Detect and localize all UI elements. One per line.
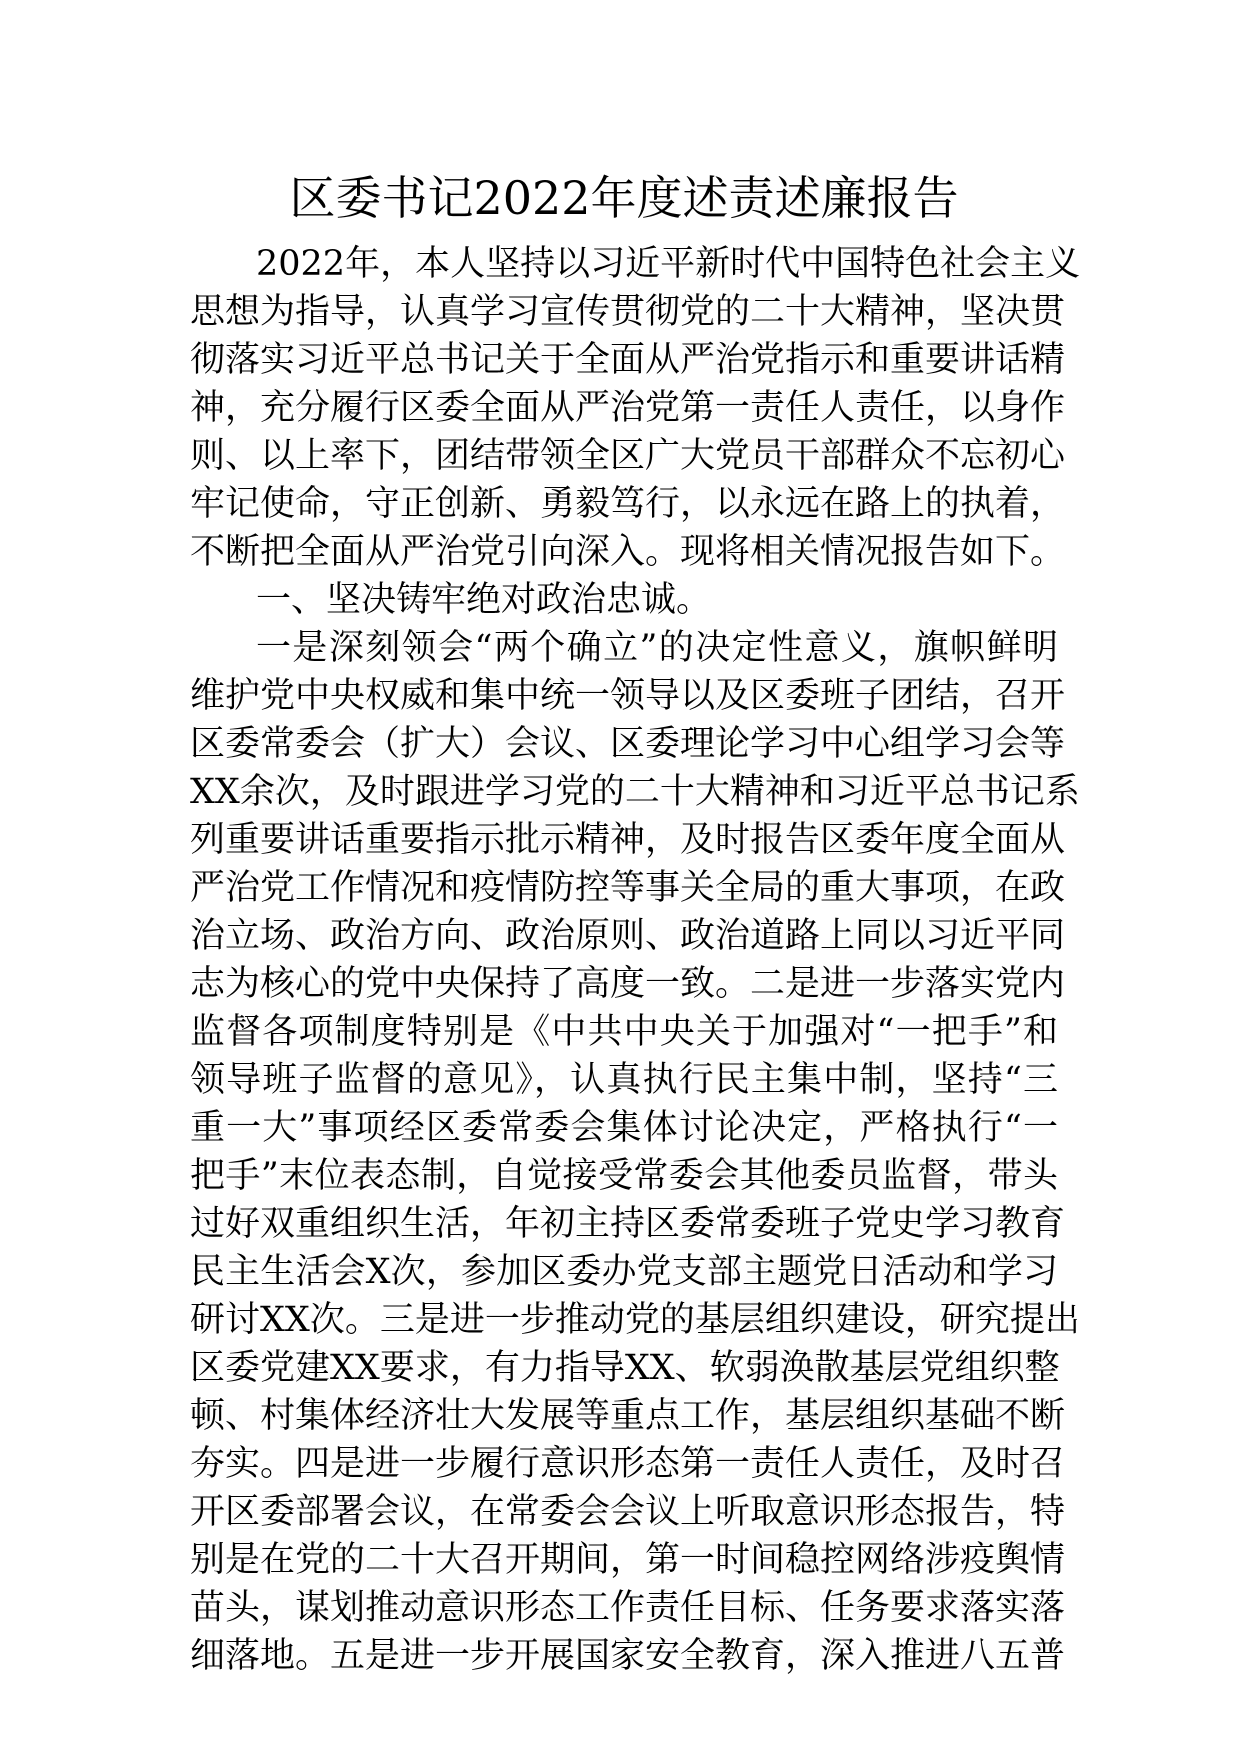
section-heading-1: 一、坚决铸牢绝对政治忠诚。 bbox=[256, 580, 712, 620]
body-line-2: 思想为指导，认真学习宣传贯彻党的二十大精神，坚决贯 bbox=[190, 292, 1066, 332]
body-line-13: 列重要讲话重要指示批示精神，及时报告区委年度全面从 bbox=[190, 820, 1066, 860]
body-line-3: 彻落实习近平总书记关于全面从严治党指示和重要讲话精 bbox=[190, 340, 1066, 380]
body-line-21: 过好双重组织生活，年初主持区委常委班子党史学习教育 bbox=[190, 1204, 1066, 1244]
body-line-7: 不断把全面从严治党引向深入。现将相关情况报告如下。 bbox=[190, 532, 1066, 572]
body-line-30: 细落地。五是进一步开展国家安全教育，深入推进八五普 bbox=[190, 1636, 1066, 1676]
document-title: 区委书记2022年度述责述廉报告 bbox=[289, 171, 959, 225]
body-line-16: 志为核心的党中央保持了高度一致。二是进一步落实党内 bbox=[190, 964, 1066, 1004]
body-line-26: 夯实。四是进一步履行意识形态第一责任人责任，及时召 bbox=[190, 1444, 1066, 1484]
body-line-18: 领导班子监督的意见》，认真执行民主集中制，坚持“三 bbox=[190, 1060, 1058, 1100]
body-line-4: 神，充分履行区委全面从严治党第一责任人责任，以身作 bbox=[190, 388, 1066, 428]
body-line-14: 严治党工作情况和疫情防控等事关全局的重大事项，在政 bbox=[190, 868, 1066, 908]
body-line-20: 把手”末位表态制，自觉接受常委会其他委员监督，带头 bbox=[190, 1156, 1058, 1196]
document-body bbox=[190, 240, 1081, 1680]
body-line-24: 区委党建XX要求，有力指导XX、软弱涣散基层党组织整 bbox=[190, 1348, 1060, 1388]
body-line-6: 牢记使命，守正创新、勇毅笃行，以永远在路上的执着， bbox=[190, 484, 1066, 524]
body-line-28: 别是在党的二十大召开期间，第一时间稳控网络涉疫舆情 bbox=[190, 1540, 1066, 1580]
body-line-27: 开区委部署会议，在常委会会议上听取意识形态报告，特 bbox=[190, 1492, 1066, 1532]
body-line-17: 监督各项制度特别是《中共中央关于加强对“一把手”和 bbox=[190, 1012, 1058, 1052]
body-line-9: 一是深刻领会“两个确立”的决定性意义，旗帜鲜明 bbox=[256, 628, 1058, 668]
body-line-10: 维护党中央权威和集中统一领导以及区委班子团结，召开 bbox=[190, 676, 1066, 716]
body-line-25: 顿、村集体经济壮大发展等重点工作，基层组织基础不断 bbox=[190, 1396, 1066, 1436]
body-line-29: 苗头，谋划推动意识形态工作责任目标、任务要求落实落 bbox=[190, 1588, 1066, 1628]
body-line-23: 研讨XX次。三是进一步推动党的基层组织建设，研究提出 bbox=[190, 1300, 1080, 1340]
body-line-1: 2022年，本人坚持以习近平新时代中国特色社会主义 bbox=[256, 244, 1081, 284]
document-page bbox=[190, 168, 1081, 1680]
body-line-11: 区委常委会（扩大）会议、区委理论学习中心组学习会等 bbox=[190, 724, 1066, 764]
body-line-19: 重一大”事项经区委常委会集体讨论决定，严格执行“一 bbox=[190, 1108, 1058, 1148]
body-line-5: 则、以上率下，团结带领全区广大党员干部群众不忘初心 bbox=[190, 436, 1066, 476]
body-line-12: XX余次，及时跟进学习党的二十大精神和习近平总书记系 bbox=[190, 772, 1080, 812]
body-line-15: 治立场、政治方向、政治原则、政治道路上同以习近平同 bbox=[190, 916, 1066, 956]
body-line-22: 民主生活会X次，参加区委办党支部主题党日活动和学习 bbox=[190, 1252, 1058, 1292]
